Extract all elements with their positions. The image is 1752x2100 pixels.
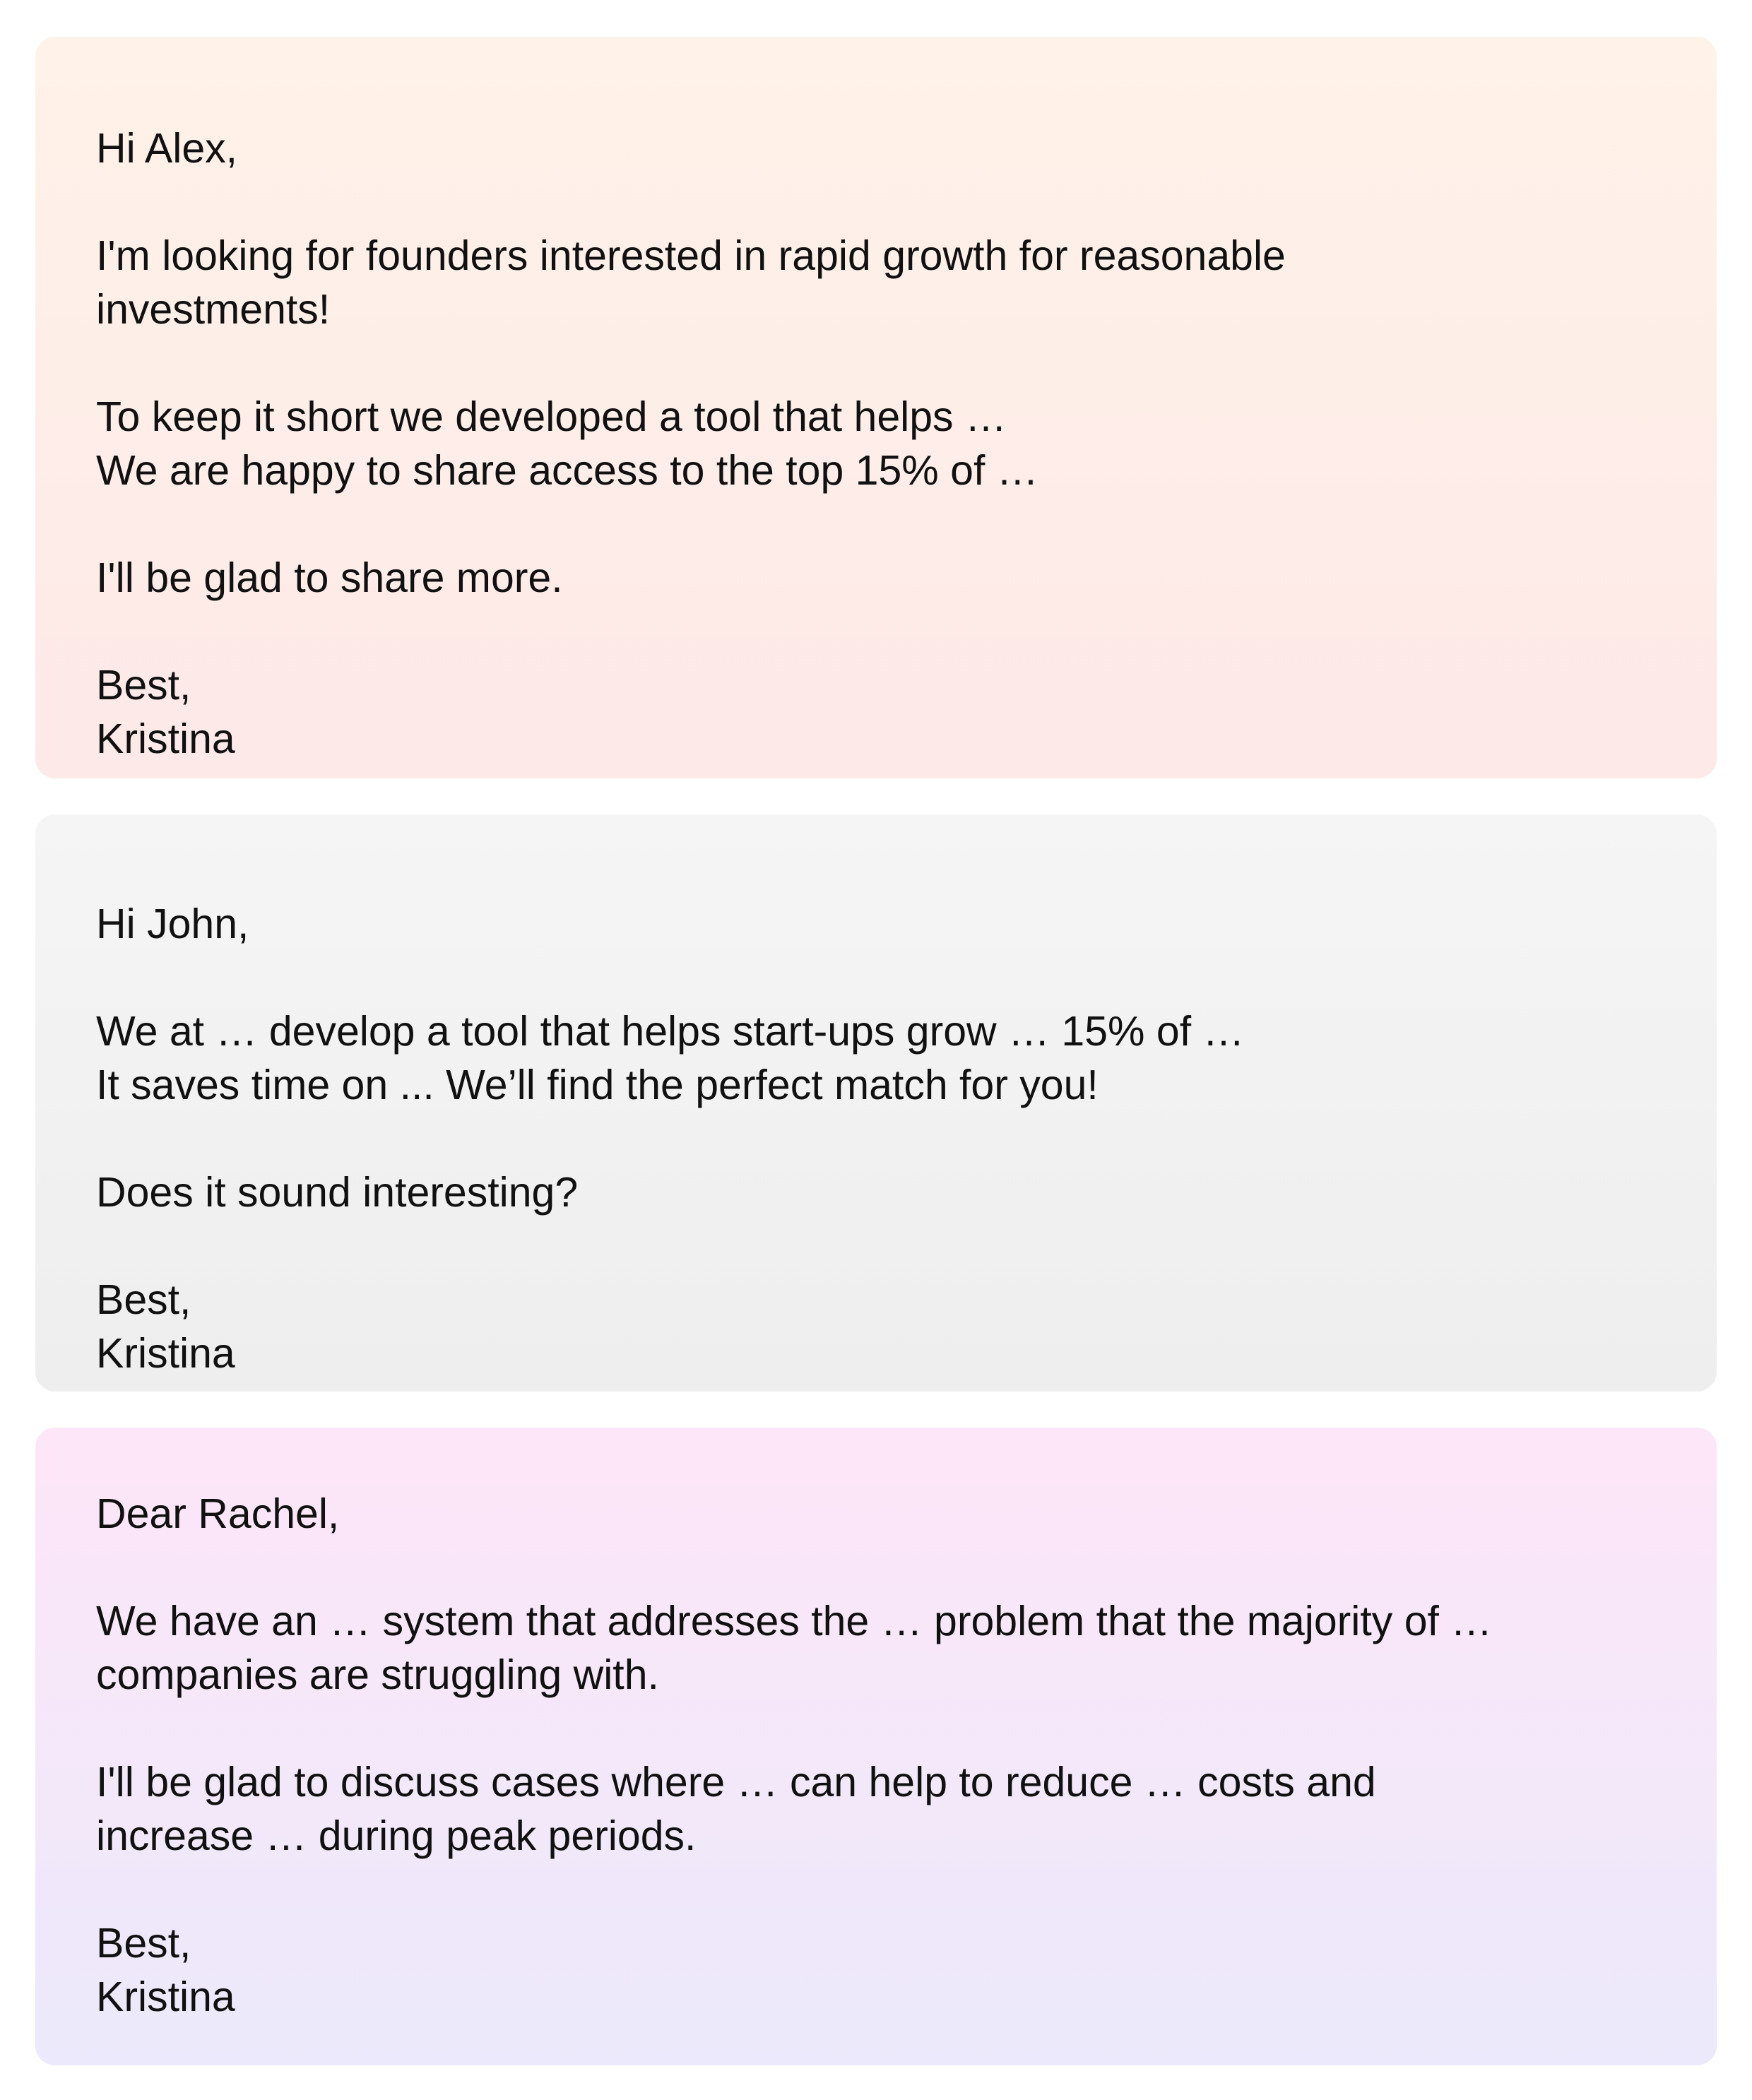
email-body-line: We are happy to share access to the top 15% of … bbox=[96, 447, 1038, 494]
paragraph-spacer bbox=[96, 1541, 1660, 1594]
email-body-line: I'll be glad to share more. bbox=[96, 554, 563, 601]
paragraph-spacer bbox=[96, 1702, 1660, 1755]
email-card-alex bbox=[35, 37, 1717, 778]
paragraph-spacer bbox=[96, 1863, 1660, 1916]
email-card-rachel bbox=[35, 1428, 1717, 2065]
email-body-line: We at … develop a tool that helps start-ups grow … 15% of … bbox=[96, 1008, 1245, 1055]
email-body-line: investments! bbox=[96, 286, 331, 333]
paragraph-spacer bbox=[96, 1219, 1660, 1273]
email-body-line: I'll be glad to discuss cases where … can help to reduce … costs and bbox=[96, 1759, 1376, 1805]
email-greeting: Dear Rachel, bbox=[96, 1490, 340, 1537]
email-body-line: To keep it short we developed a tool that helps … bbox=[96, 393, 1007, 440]
email-greeting: Hi Alex, bbox=[96, 125, 238, 172]
paragraph-spacer bbox=[96, 336, 1660, 390]
email-greeting: Hi John, bbox=[96, 901, 249, 947]
paragraph-spacer bbox=[96, 1112, 1660, 1165]
paragraph-spacer bbox=[96, 497, 1660, 551]
paragraph-spacer bbox=[96, 175, 1660, 229]
email-body-line: It saves time on ... We’ll find the perfect match for you! bbox=[96, 1062, 1099, 1108]
email-closing: Best, bbox=[96, 1276, 191, 1323]
email-closing: Best, bbox=[96, 1920, 191, 1966]
email-body-line: increase … during peak periods. bbox=[96, 1813, 697, 1859]
email-body-line: I'm looking for founders interested in rapid growth for reasonable bbox=[96, 232, 1286, 279]
email-body-line: companies are struggling with. bbox=[96, 1651, 659, 1698]
email-card-john bbox=[35, 814, 1717, 1392]
email-body-line: Does it sound interesting? bbox=[96, 1169, 579, 1216]
paragraph-spacer bbox=[96, 605, 1660, 658]
paragraph-spacer bbox=[96, 951, 1660, 1004]
email-body-line: We have an … system that addresses the … problem that the majority of … bbox=[96, 1598, 1493, 1644]
email-signature: Kristina bbox=[96, 1974, 235, 2020]
email-signature: Kristina bbox=[96, 716, 235, 762]
email-closing: Best, bbox=[96, 662, 191, 708]
email-signature: Kristina bbox=[96, 1330, 235, 1377]
